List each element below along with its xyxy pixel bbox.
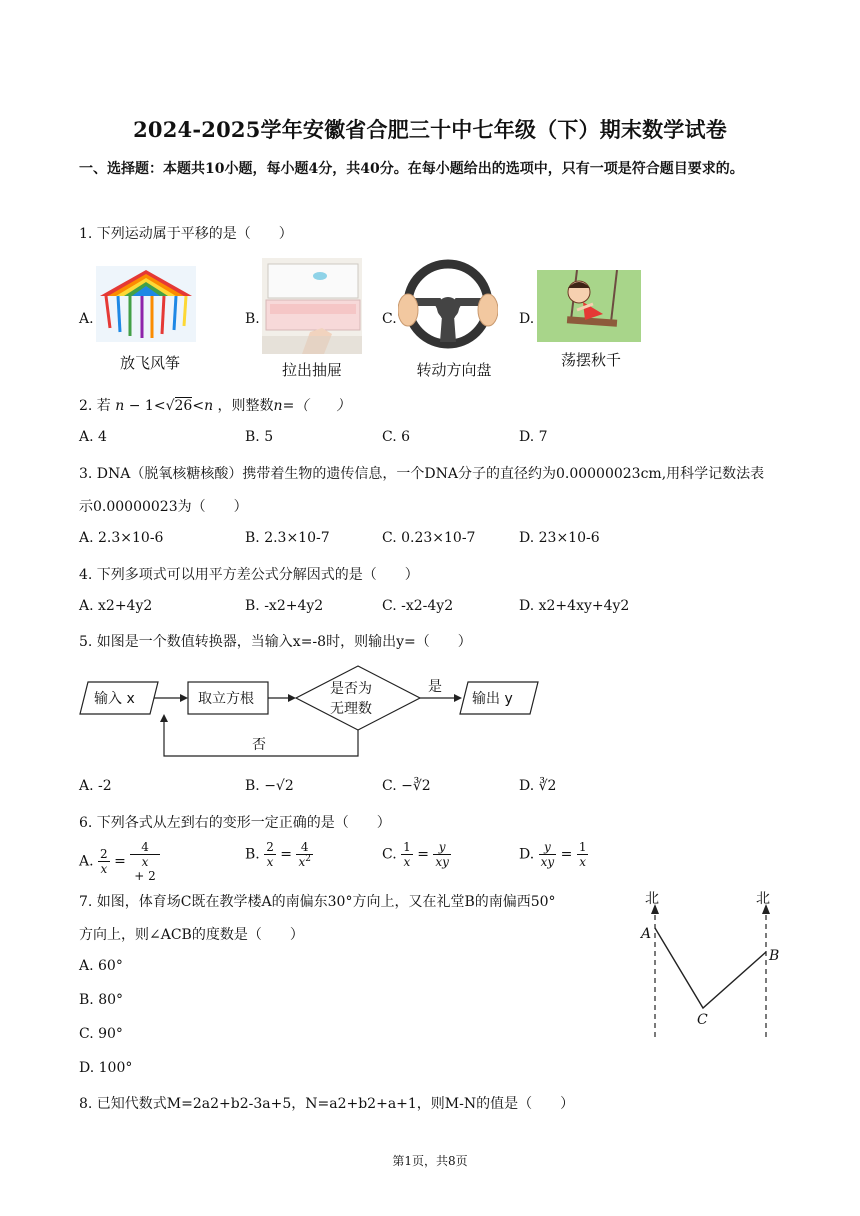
q2-option-d: D. 7: [519, 429, 548, 445]
q6-b-left-fraction: $\frac{2}{x}$: [266, 840, 274, 869]
q2-stem-prefix: 2. 若: [79, 398, 111, 414]
swing-image: [537, 270, 641, 342]
flow-decision-line2: 无理数: [330, 701, 372, 717]
flow-process-label: 取立方根: [198, 691, 254, 707]
q6-a-right-fraction: 4 x + 2: [130, 840, 160, 883]
q6-option-a: A. $\frac{2}{x}$ = 4 x + 2: [79, 840, 160, 883]
flow-decision-line1: 是否为: [330, 681, 372, 697]
q4-option-d: D. x2+4xy+4y2: [519, 598, 630, 614]
page-footer: 第1页，共8页: [392, 1154, 468, 1168]
q3-option-d: D. 23×10-6: [519, 530, 600, 546]
question-4-stem: 4. 下列多项式可以用平方差公式分解因式的是（ ）: [79, 567, 419, 583]
q2-stem-middle: ，则整数: [217, 398, 274, 414]
kite-image: [96, 266, 196, 342]
q3-option-c: C. 0.23×10-7: [382, 530, 476, 546]
q6-option-b: B. $\frac{2}{x}$ = $\frac{4}{x^2}$: [245, 840, 311, 869]
q5-option-a: A. -2: [79, 778, 112, 794]
q4-option-b: B. -x2+4y2: [245, 598, 324, 614]
q2-option-a: A. 4: [79, 429, 107, 445]
q5-option-c: C. −∛2: [382, 778, 431, 794]
point-c-label: C: [697, 1012, 708, 1028]
question-7-line2: 方向上，则∠ACB的度数是（ ）: [79, 927, 304, 943]
q7-option-b: B. 80°: [79, 992, 124, 1008]
north-label-1: 北: [645, 891, 659, 907]
q6-d-right-fraction: $\frac{1}{x}$: [578, 840, 587, 869]
q1-label-b: B.: [245, 311, 260, 327]
q3-option-b: B. 2.3×10-7: [245, 530, 330, 546]
q3-option-a: A. 2.3×10-6: [79, 530, 164, 546]
flowchart: [76, 664, 546, 764]
q4-option-c: C. -x2-4y2: [382, 598, 454, 614]
q6-label-a: A.: [79, 853, 94, 870]
flow-yes-label: 是: [428, 679, 442, 695]
flow-output-label: 输出 y: [472, 691, 513, 707]
question-1-stem: 1. 下列运动属于平移的是（ ）: [79, 226, 293, 242]
north-label-2: 北: [756, 891, 770, 907]
q1-caption-c: 转动方向盘: [416, 361, 492, 379]
q2-inequality: n − 1<√26<n: [115, 398, 214, 414]
q6-label-c: C.: [382, 846, 397, 863]
bearing-figure: [635, 888, 785, 1040]
question-5-stem: 5. 如图是一个数值转换器，当输入x=-8时，则输出y=（ ）: [79, 634, 472, 650]
q6-a-left-fraction: $\frac{2}{x}$: [100, 847, 108, 876]
question-2-stem: [79, 395, 350, 415]
point-b-label: B: [769, 948, 780, 964]
q6-d-left-fraction: $\frac{y}{xy}$: [540, 840, 555, 869]
q5-option-b: B. −√2: [245, 778, 294, 794]
section-heading: 一、选择题：本题共10小题，每小题4分，共40分。在每小题给出的选项中，只有一项是符合题目要求的。: [79, 161, 744, 177]
q1-label-c: C.: [382, 311, 397, 327]
q7-option-d: D. 100°: [79, 1060, 133, 1076]
q6-option-c: C. $\frac{1}{x}$ = $\frac{y}{xy}$: [382, 840, 449, 869]
question-6-stem: 6. 下列各式从左到右的变形一定正确的是（ ）: [79, 815, 391, 831]
q1-label-a: A.: [79, 311, 94, 327]
drawer-image: [262, 258, 362, 354]
point-a-label: A: [641, 926, 652, 942]
q6-option-d: D. $\frac{y}{xy}$ = $\frac{1}{x}$: [519, 840, 587, 869]
q7-option-c: C. 90°: [79, 1026, 123, 1042]
steering-wheel-image: [398, 258, 498, 354]
question-8-stem: 8. 已知代数式M=2a2+b2-3a+5，N=a2+b2+a+1，则M-N的值是（ ）: [79, 1096, 575, 1112]
q2-option-b: B. 5: [245, 429, 274, 445]
q5-option-d: D. ∛2: [519, 778, 557, 794]
q4-option-a: A. x2+4y2: [79, 598, 153, 614]
q6-label-b: B.: [245, 846, 260, 863]
q6-b-right-fraction: $\frac{4}{x^2}$: [298, 840, 311, 869]
flow-input-label: 输入 x: [94, 691, 135, 707]
q1-caption-a: 放飞风筝: [119, 354, 180, 372]
q6-label-d: D.: [519, 846, 535, 863]
q2-stem-suffix: n=（ ）: [273, 398, 351, 414]
question-3-line1: 3. DNA（脱氧核糖核酸）携带着生物的遗传信息，一个DNA分子的直径约为0.00000023cm,用科学记数法表: [79, 466, 765, 482]
q6-c-right-fraction: $\frac{y}{xy}$: [435, 840, 449, 869]
q1-caption-d: 荡摆秋千: [560, 351, 621, 369]
q6-c-left-fraction: $\frac{1}{x}$: [403, 840, 411, 869]
page-title: 2024-2025学年安徽省合肥三十中七年级（下）期末数学试卷: [133, 117, 727, 142]
q1-label-d: D.: [519, 311, 535, 327]
q2-option-c: C. 6: [382, 429, 411, 445]
flow-no-label: 否: [252, 737, 266, 753]
q7-option-a: A. 60°: [79, 958, 123, 974]
question-7-line1: 7. 如图，体育场C既在教学楼A的南偏东30°方向上，又在礼堂B的南偏西50°: [79, 894, 556, 910]
q1-caption-b: 拉出抽屉: [281, 361, 342, 379]
question-3-line2: 示0.00000023为（ ）: [79, 499, 248, 515]
